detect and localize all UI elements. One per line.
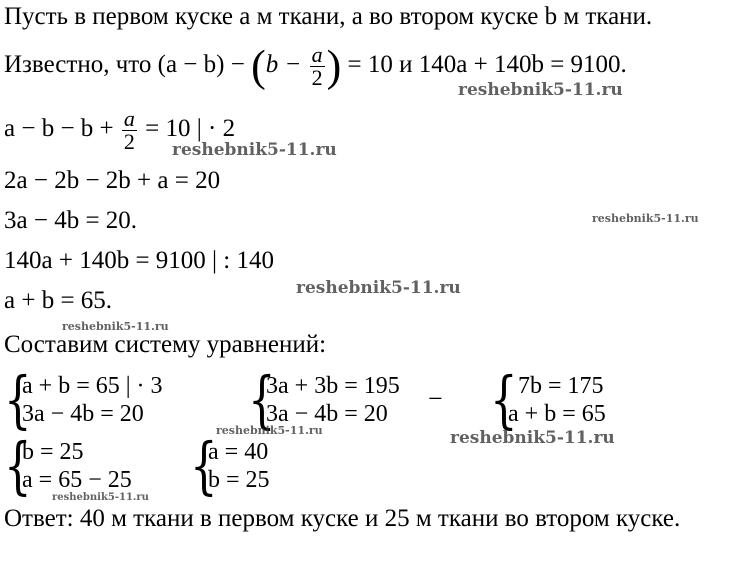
system-1 — [4, 363, 163, 436]
line2-prefix: Известно, что (a − b) − — [4, 51, 252, 79]
system-4-row-1: b = 25 — [22, 439, 84, 465]
watermark: reshebnik5-11.ru — [458, 80, 623, 100]
system-5 — [190, 429, 270, 502]
system-4-row-2: a = 65 − 25 — [22, 467, 132, 493]
answer-line: Ответ: 40 м ткани в первом куске и 25 м ткани во втором куске. — [4, 505, 681, 532]
text-line-1: Пусть в первом куске a м ткани, а во втором куске b м ткани. — [4, 3, 653, 30]
line3-suffix: = 10 | · 2 — [138, 115, 236, 143]
fraction-a-over-2-b — [122, 108, 137, 153]
brace-icon: { — [4, 429, 32, 502]
system-3-row-2: a + b = 65 — [508, 401, 606, 427]
watermark: reshebnik5-11.ru — [592, 212, 699, 225]
left-paren: ( — [251, 41, 266, 91]
system-1-row-2: 3a − 4b = 20 — [22, 401, 144, 427]
fraction-den: 2 — [311, 65, 323, 90]
watermark: reshebnik5-11.ru — [52, 492, 149, 503]
watermark: reshebnik5-11.ru — [450, 428, 615, 448]
system-3 — [490, 363, 606, 436]
system-3-row-1: 7b = 175 — [518, 373, 604, 399]
fraction-den: 2 — [123, 129, 135, 154]
line3-prefix: a − b − b + — [4, 115, 120, 143]
text-line-7: a + b = 65. — [4, 287, 113, 314]
line2-suffix: = 10 и 140a + 140b = 9100. — [341, 51, 627, 79]
system-5-row-2: b = 25 — [208, 467, 270, 493]
brace-icon: { — [248, 363, 276, 436]
fraction-a-over-2 — [310, 44, 325, 89]
minus-operator: − — [428, 384, 443, 413]
brace-icon: { — [490, 363, 518, 436]
system-1-row-1: a + b = 65 | · 3 — [22, 373, 163, 399]
watermark: reshebnik5-11.ru — [62, 320, 169, 333]
watermark: reshebnik5-11.ru — [296, 278, 461, 298]
fraction-num: a — [311, 42, 323, 67]
brace-icon: { — [4, 363, 32, 436]
brace-icon: { — [190, 429, 218, 502]
watermark: reshebnik5-11.ru — [216, 424, 323, 437]
fraction-num: a — [123, 106, 135, 131]
text-line-4: 2a − 2b − 2b + a = 20 — [4, 167, 221, 194]
line2-b: b − — [265, 51, 308, 79]
system-5-row-1: a = 40 — [208, 439, 269, 465]
right-paren: ) — [326, 41, 342, 91]
watermark: reshebnik5-11.ru — [172, 140, 337, 160]
text-line-8: Составим систему уравнений: — [4, 331, 327, 358]
text-line-6: 140a + 140b = 9100 | : 140 — [4, 247, 274, 274]
system-2-row-1: 3a + 3b = 195 — [266, 373, 400, 399]
text-line-5: 3a − 4b = 20. — [4, 207, 138, 234]
system-2-row-2: 3a − 4b = 20 — [266, 401, 388, 427]
